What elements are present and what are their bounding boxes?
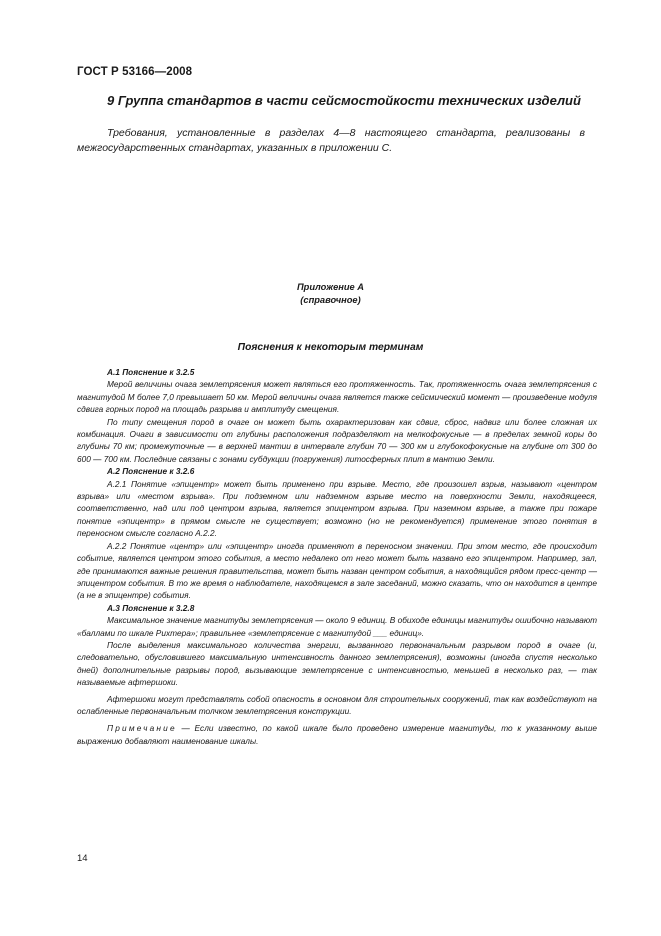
document-header: ГОСТ Р 53166—2008 xyxy=(77,66,193,78)
item-heading-a3: А.3 Пояснение к 3.2.8 xyxy=(107,602,195,613)
appendix-title: Пояснения к некоторым терминам xyxy=(237,342,424,353)
paragraph: Мерой величины очага землетрясения может являться его протяженность. Так, протяженность очага землетрясения с магнитудой М более 7,0 превышает 50 км. Мерой величины очага является также сейсмический момент — произведение модуля сдвига горных пород на площадь разрыва и амплитуду смещения. xyxy=(77,379,597,415)
note-text: — Если известно, по какой шкале было проведено измерение магнитуды, то к указанному выше выражению добавляют наименование шкалы. xyxy=(77,723,597,746)
appendix-label-block xyxy=(0,281,661,307)
paragraph: Максимальное значение магнитуды землетрясения — около 9 единиц. В обиходе единицы магнитуды ошибочно называют «баллами по шкале Рихтера»; правильнее «землетрясение с магнитудой ___ единиц». xyxy=(77,615,597,638)
page-number: 14 xyxy=(77,853,88,864)
note xyxy=(77,722,597,747)
appendix-label: Приложение А xyxy=(296,282,365,292)
section-body: Требования, установленные в разделах 4—8 настоящего стандарта, реализованы в межгосударственных стандартах, указанных в приложении С. xyxy=(77,127,585,154)
paragraph: Афтершоки могут представлять собой опасность в основном для строительных сооружений, так как воздействуют на ослабленные первоначальным толчком землетрясения конструкции. xyxy=(77,693,597,716)
paragraph: После выделения максимального количества энергии, вызванного первоначальным разрывом пород в очаге (и, следовательно, обусловившего максимальную интенсивность данного землетрясения), возможны (иногда спустя несколько дней) дополнительные разрывы пород, вызывающие землетрясение с интенсивностью, меньшей в несколько раз, — так называемые афтершоки. xyxy=(77,639,597,688)
section-title: 9 Группа стандартов в части сейсмостойкости технических изделий xyxy=(107,93,581,108)
item-heading-a2: А.2 Пояснение к 3.2.6 xyxy=(107,466,195,477)
note-label: Примечание xyxy=(107,723,177,734)
item-heading-a1: А.1 Пояснение к 3.2.5 xyxy=(107,367,195,377)
paragraph: А.2.2 Понятие «центр» или «эпицентр» иногда применяют в переносном значении. При этом место, где происходит событие, является центром этого события, а место недалеко от него может быть названо его эпицентром. Например, зал, где принимаются важные решения правительства, может быть назван центром события, а находящийся рядом пресс-центр — эпицентром события. В то же время о наблюдателе, находящемся в зале заседаний, можно сказать, что он находится в центре (а не в эпицентре) события. xyxy=(77,540,597,601)
appendix-type: (справочное) xyxy=(300,295,361,305)
paragraph: По типу смещения пород в очаге он может быть охарактеризован как сдвиг, сброс, надвиг или более сложная их комбинация. Очаги в зависимости от глубины расположения подразделяют на мелкофокусные — в пределах земной коры до глубины 70 км; промежуточные — в верхней мантии в интервале глубин 70 — 300 км и глубокофокусные на глубине от 300 до 600 — 700 км. Последние связаны с зонами субдукции (погружения) литосферных плит в мантию Земли. xyxy=(77,416,597,464)
appendix-content xyxy=(77,366,597,747)
paragraph: А.2.1 Понятие «эпицентр» может быть применено при взрыве. Место, где произошел взрыв, называют «центром взрыва» или «местом взрыва». При подземном или надземном взрыве место на поверхности Земли, находящееся, соответственно, над или под центром взрыва, является эпицентром взрыва. При наземном взрыве, а также при пожаре понятие «эпицентр» в прямом смысле не существует; возможно (но не рекомендуется) применение этого понятия в переносном смысле согласно А.2.2. xyxy=(77,478,597,539)
